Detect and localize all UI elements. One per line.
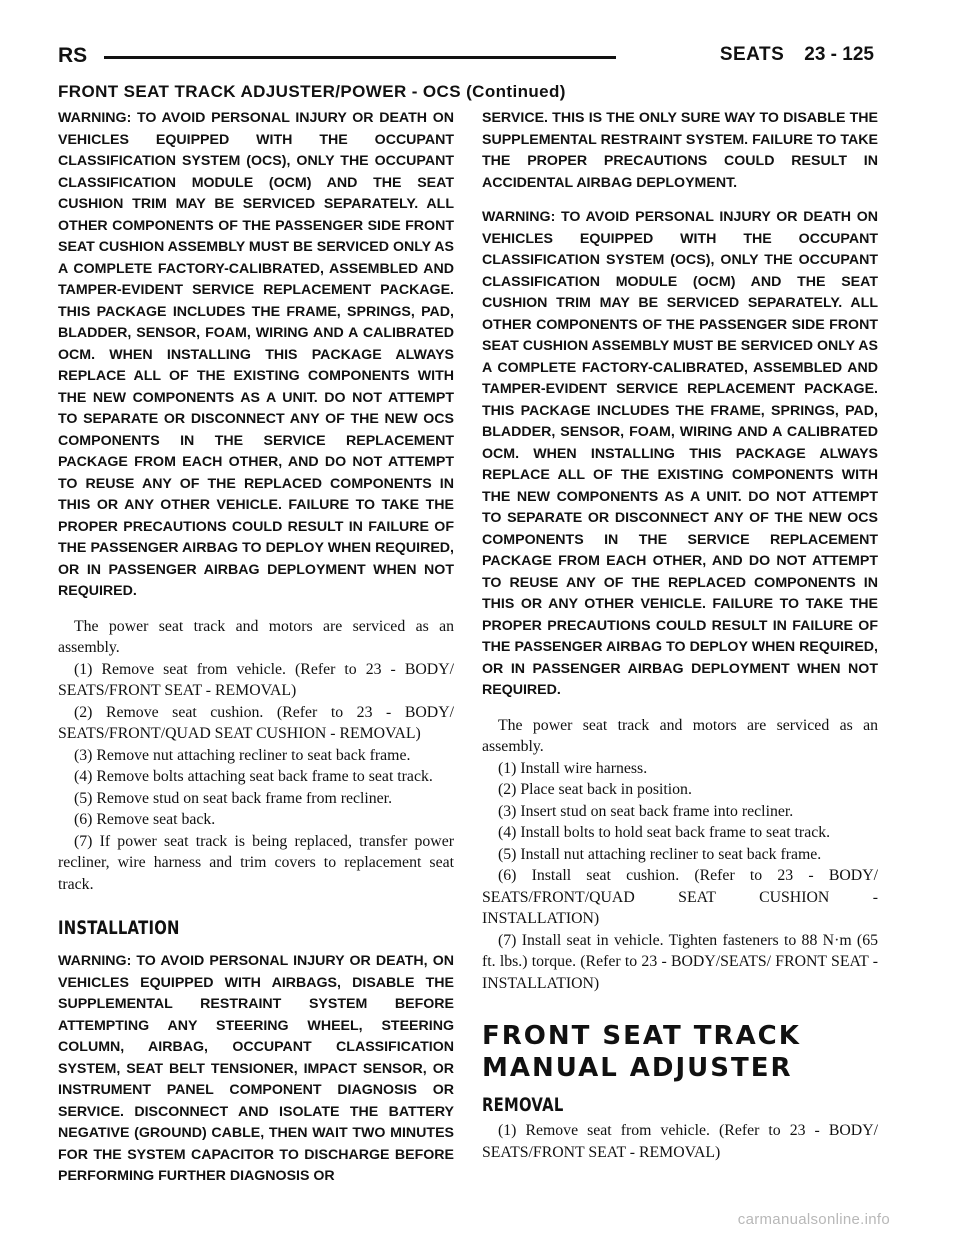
- warning-airbag-installation-continued: SERVICE. THIS IS THE ONLY SURE WAY TO DISABLE THE SUPPLEMENTAL RESTRAINT SYSTEM. FAILURE TO TAKE THE PROPER PRECAUTIONS COULD RESULT IN ACCIDENTAL AIRBAG DEPLOYMENT.: [482, 110, 878, 191]
- continued-title: FRONT SEAT TRACK ADJUSTER/POWER - OCS (Continued): [58, 82, 566, 101]
- watermark-text: carmanualsonline.info: [737, 1211, 890, 1228]
- removal-intro: The power seat track and motors are serviced as an assembly.: [58, 617, 454, 656]
- page-header: [58, 44, 874, 72]
- header-section-page: [720, 44, 874, 66]
- header-section: SEATS: [719, 44, 785, 65]
- installation-step-7: (7) Install seat in vehicle. Tighten fasteners to 88 N·m (65 ft. lbs.) torque. (Refer to 23 - BODY/SEATS/ FRONT SEAT - INSTALLATION): [482, 931, 878, 992]
- removal-step-4: (4) Remove bolts attaching seat back frame to seat track.: [74, 768, 433, 785]
- installation-step-6: (6) Install seat cushion. (Refer to 23 - BODY/ SEATS/FRONT/QUAD SEAT CUSHION - INSTALLATION): [482, 867, 878, 927]
- header-page-number: 23 - 125: [804, 44, 874, 65]
- removal-step-7: (7) If power seat track is being replaced, transfer power recliner, wire harness and trim covers to replacement seat track.: [58, 832, 454, 893]
- installation-intro: The power seat track and motors are serviced as an assembly.: [482, 716, 878, 755]
- removal-step-2: (2) Remove seat cushion. (Refer to 23 - BODY/ SEATS/FRONT/QUAD SEAT CUSHION - REMOVAL): [58, 703, 454, 742]
- manual-removal-step-1: (1) Remove seat from vehicle. (Refer to 23 - BODY/ SEATS/FRONT SEAT - REMOVAL): [482, 1122, 878, 1161]
- installation-step-3: (3) Insert stud on seat back frame into recliner.: [498, 802, 794, 820]
- installation-step-4: (4) Install bolts to hold seat back frame to seat track.: [498, 824, 831, 841]
- removal-heading: REMOVAL: [482, 1094, 564, 1116]
- header-rule: [104, 56, 616, 59]
- right-column: [482, 108, 878, 1163]
- left-column: [58, 108, 454, 1201]
- installation-heading: INSTALLATION: [58, 917, 180, 939]
- installation-step-5: (5) Install nut attaching recliner to seat back frame.: [498, 845, 822, 863]
- removal-step-1: (1) Remove seat from vehicle. (Refer to 23 - BODY/ SEATS/FRONT SEAT - REMOVAL): [58, 660, 454, 699]
- section-heading-manual-adjuster: FRONT SEAT TRACK MANUAL ADJUSTER: [482, 1021, 801, 1083]
- installation-step-1: (1) Install wire harness.: [498, 759, 648, 777]
- removal-step-3: (3) Remove nut attaching recliner to seat back frame.: [74, 746, 411, 764]
- warning-ocs-installation: WARNING: TO AVOID PERSONAL INJURY OR DEATH ON VEHICLES EQUIPPED WITH THE OCCUPANT CLASSIFICATION SYSTEM (OCS), ONLY THE OCCUPANT CLASSIFICATION MODULE (OCM) AND THE SEAT CUSHION TRIM MAY BE SERVICED SEPARATELY. ALL OTHER COMPONENTS OF THE PASSENGER SIDE FRONT SEAT CUSHION ASSEMBLY MUST BE SERVICED ONLY AS A COMPLETE FACTORY-CALIBRATED, ASSEMBLED AND TAMPER-EVIDENT SERVICE REPLACEMENT PACKAGE. THIS PACKAGE INCLUDES THE FRAME, SPRINGS, PAD, BLADDER, SENSOR, FOAM, WIRING AND A CALIBRATED OCM. WHEN INSTALLING THIS PACKAGE ALWAYS REPLACE ALL OF THE EXISTING COMPONENTS WITH THE NEW COMPONENTS AS A UNIT. DO NOT ATTEMPT TO SEPARATE OR DISCONNECT ANY OF THE NEW OCS COMPONENTS IN THE SERVICE REPLACEMENT PACKAGE FROM EACH OTHER, AND DO NOT ATTEMPT TO REUSE ANY OF THE REPLACED COMPONENTS IN THIS OR ANY OTHER VEHICLE. FAILURE TO TAKE THE PROPER PRECAUTIONS COULD RESULT IN FAILURE OF THE PASSENGER AIRBAG TO DEPLOY WHEN REQUIRED, OR IN PASSENGER AIRBAG DEPLOYMENT WHEN NOT REQUIRED.: [482, 209, 878, 698]
- warning-airbag-installation: WARNING: TO AVOID PERSONAL INJURY OR DEATH, ON VEHICLES EQUIPPED WITH AIRBAGS, DISABLE THE SUPPLEMENTAL RESTRAINT SYSTEM BEFORE ATTEMPTING ANY STEERING WHEEL, STEERING COLUMN, AIRBAG, OCCUPANT CLASSIFICATION SYSTEM, SEAT BELT TENSIONER, IMPACT SENSOR, OR INSTRUMENT PANEL COMPONENT DIAGNOSIS OR SERVICE. DISCONNECT AND ISOLATE THE BATTERY NEGATIVE (GROUND) CABLE, THEN WAIT TWO MINUTES FOR THE SYSTEM CAPACITOR TO DISCHARGE BEFORE PERFORMING FURTHER DIAGNOSIS OR: [58, 953, 454, 1184]
- warning-ocs-removal: WARNING: TO AVOID PERSONAL INJURY OR DEATH ON VEHICLES EQUIPPED WITH THE OCCUPANT CLASSIFICATION SYSTEM (OCS), ONLY THE OCCUPANT CLASSIFICATION MODULE (OCM) AND THE SEAT CUSHION TRIM MAY BE SERVICED SEPARATELY. ALL OTHER COMPONENTS OF THE PASSENGER SIDE FRONT SEAT CUSHION ASSEMBLY MUST BE SERVICED ONLY AS A COMPLETE FACTORY-CALIBRATED, ASSEMBLED AND TAMPER-EVIDENT SERVICE REPLACEMENT PACKAGE. THIS PACKAGE INCLUDES THE FRAME, SPRINGS, PAD, BLADDER, SENSOR, FOAM, WIRING AND A CALIBRATED OCM. WHEN INSTALLING THIS PACKAGE ALWAYS REPLACE ALL OF THE EXISTING COMPONENTS WITH THE NEW COMPONENTS AS A UNIT. DO NOT ATTEMPT TO SEPARATE OR DISCONNECT ANY OF THE NEW OCS COMPONENTS IN THE SERVICE REPLACEMENT PACKAGE FROM EACH OTHER, AND DO NOT ATTEMPT TO REUSE ANY OF THE REPLACED COMPONENTS IN THIS OR ANY OTHER VEHICLE. FAILURE TO TAKE THE PROPER PRECAUTIONS COULD RESULT IN FAILURE OF THE PASSENGER AIRBAG TO DEPLOY WHEN REQUIRED, OR IN PASSENGER AIRBAG DEPLOYMENT WHEN NOT REQUIRED.: [58, 110, 454, 599]
- header-model-code: RS: [58, 44, 88, 67]
- removal-step-5: (5) Remove stud on seat back frame from recliner.: [74, 789, 393, 807]
- installation-step-2: (2) Place seat back in position.: [498, 781, 692, 798]
- removal-step-6: (6) Remove seat back.: [74, 811, 216, 828]
